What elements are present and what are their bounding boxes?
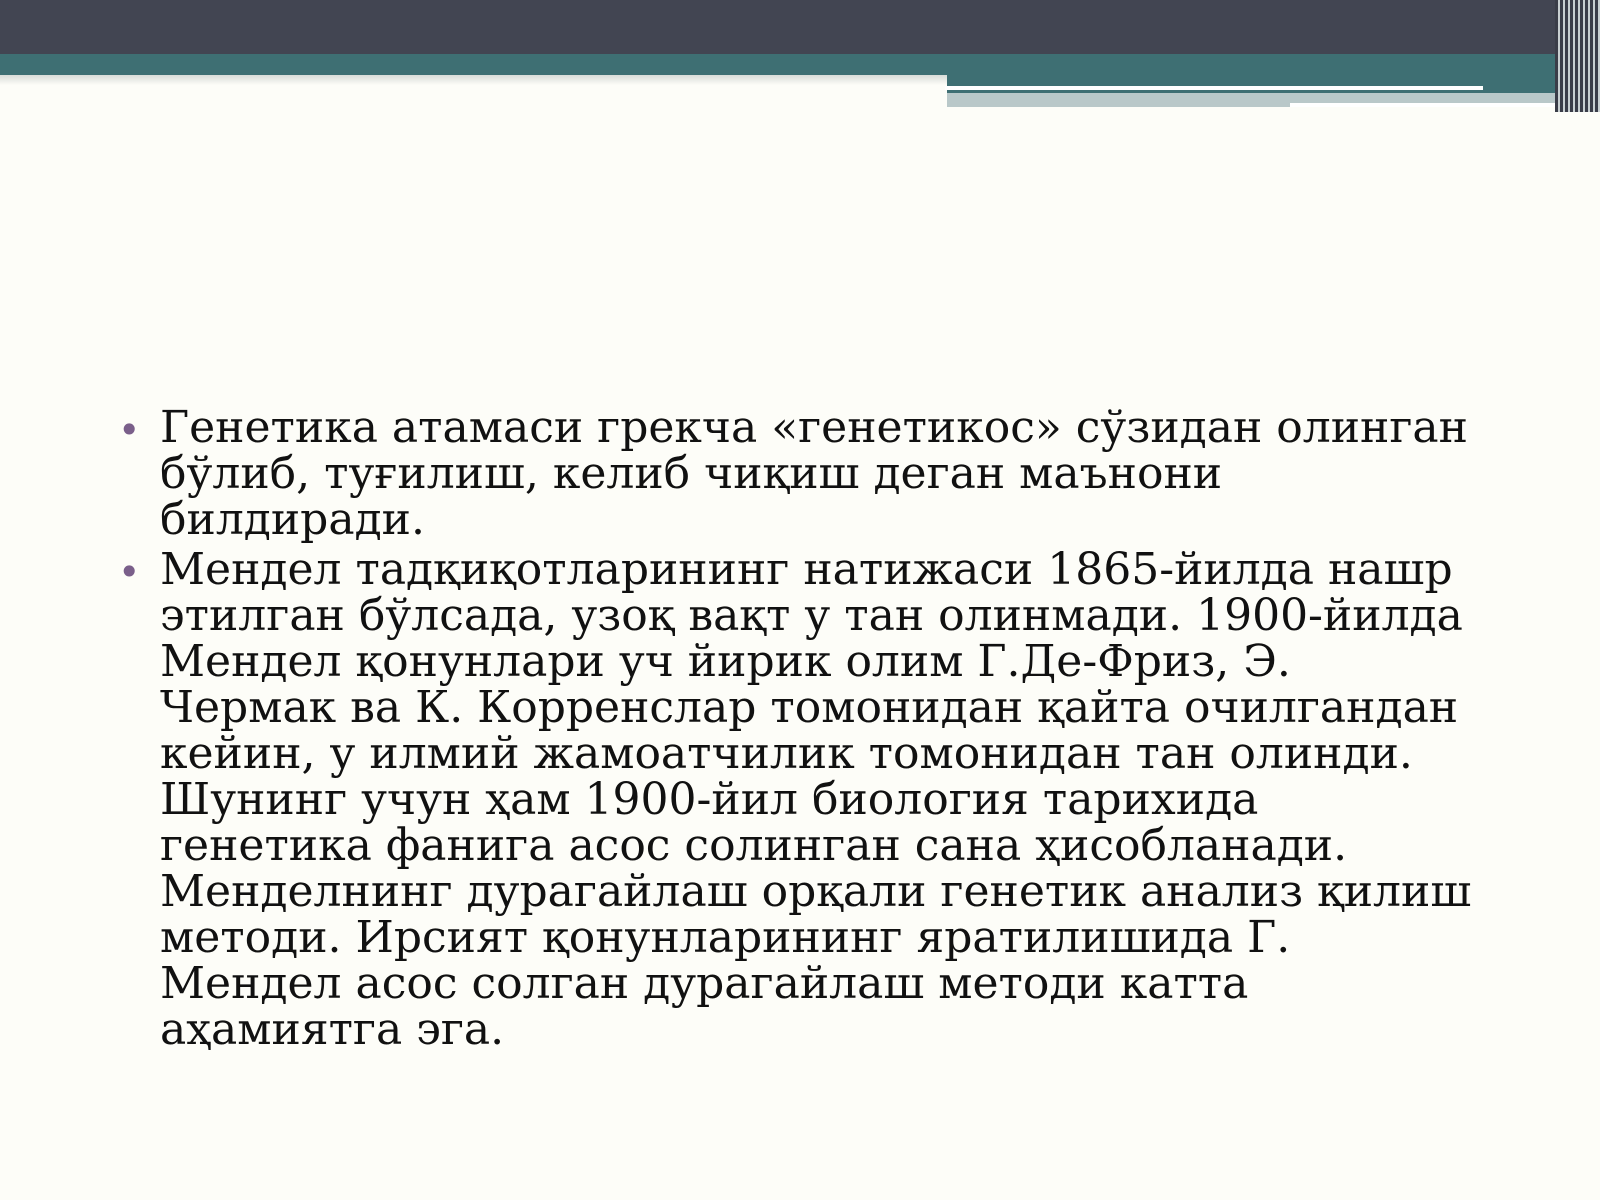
- header-edge-lines: [1555, 0, 1600, 112]
- header-white-stripe-short: [1290, 103, 1570, 107]
- bullet-icon: •: [118, 550, 141, 594]
- bullet-item: [112, 402, 1472, 545]
- header-white-stripe: [945, 86, 1483, 90]
- bullet-text: Генетика атамаси грекча «генетикос» сўзидан олинган бўлиб, туғилиш, келиб чиқиш деган маънони билдиради.: [160, 402, 1468, 545]
- bullet-icon: •: [118, 408, 141, 452]
- header-teal-band: [0, 54, 1600, 75]
- slide-content: [112, 402, 1472, 1057]
- header-teal-band-extension: [947, 75, 1567, 93]
- header-dark-band: [0, 0, 1600, 56]
- bullet-item: [112, 544, 1472, 1055]
- header-shadow: [0, 75, 947, 85]
- bullet-list: [112, 402, 1472, 1055]
- bullet-text: Мендел тадқиқотларининг натижаси 1865-йилда нашр этилган бўлсада, узоқ вақт у тан олинмади. 1900-йилда Мендел қонунлари уч йирик олим Г.Де-Фриз, Э. Чермак ва К. Корренслар томонидан қайта очилгандан кейин, у илмий жамоатчилик томонидан тан олинди. Шунинг учун ҳам 1900-йил биология тарихида генетика фанига асос солинган сана ҳисобланади. Менделнинг дурагайлаш орқали генетик анализ қилиш методи. Ирсият қонунларининг яратилишида Г. Мендел асос солган дурагайлаш методи катта аҳамиятга эга.: [160, 544, 1472, 1055]
